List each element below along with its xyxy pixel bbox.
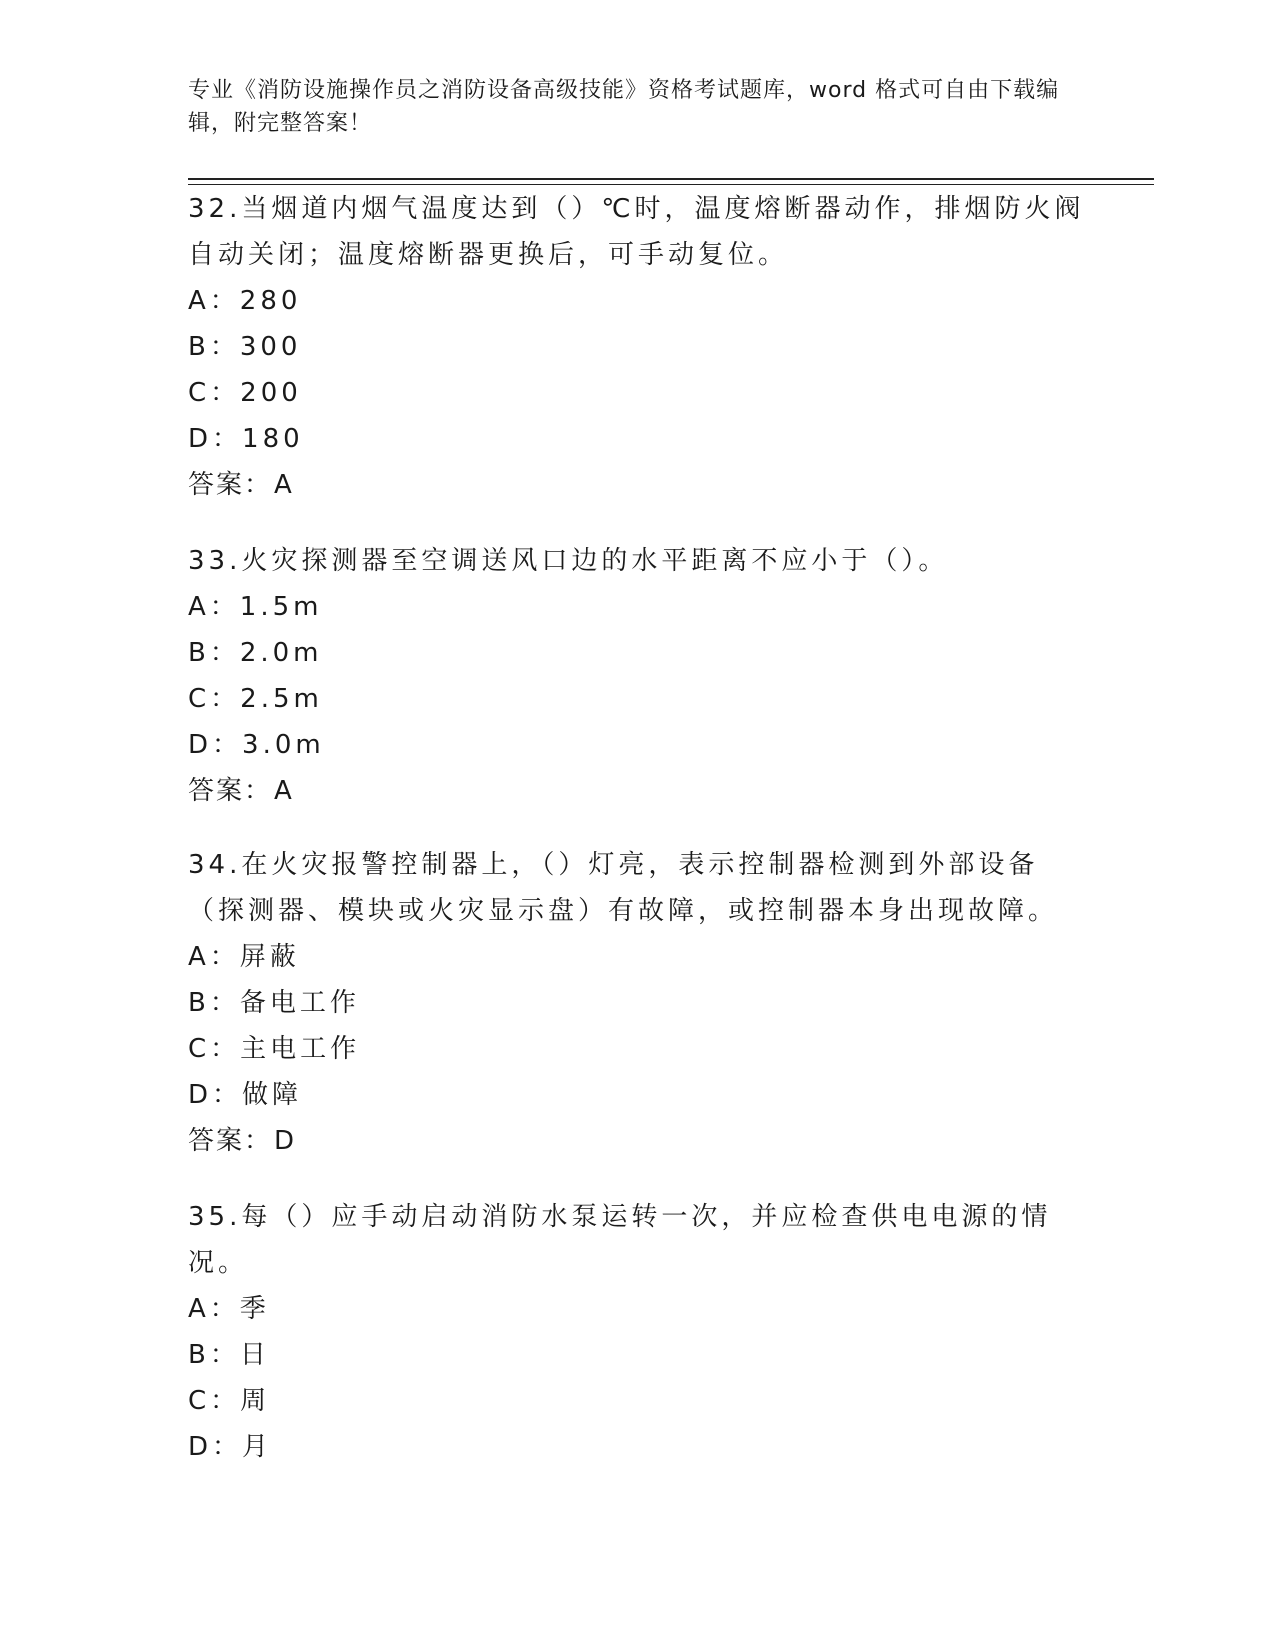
header-text: 专业《消防设施操作员之消防设备高级技能》资格考试题库，word 格式可自由下载编辑，附完整答案！	[188, 78, 1060, 136]
option-b: B：日	[188, 1340, 270, 1370]
option-d: D：月	[188, 1432, 273, 1462]
option-c: C：2.5m	[188, 684, 323, 714]
option-a: A：屏蔽	[188, 942, 300, 972]
option-a: A：季	[188, 1294, 270, 1324]
option-a: A：1.5m	[188, 592, 323, 622]
question-stem: 33.火灾探测器至空调送风口边的水平距离不应小于（）。	[188, 546, 949, 576]
answer-line	[188, 462, 1088, 508]
answer-label: 答案：	[188, 1126, 273, 1156]
question-35	[188, 1194, 1088, 1470]
question-34	[188, 842, 1088, 1164]
header-divider-thick	[188, 178, 1154, 180]
question-stem: 34.在火灾报警控制器上，（）灯亮，表示控制器检测到外部设备（探测器、模块或火灾显示盘）有故障，或控制器本身出现故障。	[188, 850, 1059, 926]
question-stem: 32.当烟道内烟气温度达到（）℃时，温度熔断器动作，排烟防火阀自动关闭；温度熔断器更换后，可手动复位。	[188, 194, 1085, 270]
answer-line	[188, 768, 1088, 814]
option-b: B：备电工作	[188, 988, 360, 1018]
question-33	[188, 538, 1088, 814]
answer-label: 答案：	[188, 470, 273, 500]
option-d: D：3.0m	[188, 730, 325, 760]
option-d: D：180	[188, 424, 304, 454]
answer-line	[188, 1118, 1088, 1164]
answer-value: A	[274, 776, 294, 806]
document-header	[188, 74, 1088, 140]
option-d: D：做障	[188, 1080, 303, 1110]
option-c: C：200	[188, 378, 302, 408]
answer-value: A	[274, 470, 294, 500]
option-b: B：300	[188, 332, 302, 362]
option-c: C：主电工作	[188, 1034, 361, 1064]
answer-label: 答案：	[188, 776, 273, 806]
question-32	[188, 186, 1088, 508]
question-stem: 35.每（）应手动启动消防水泵运转一次，并应检查供电电源的情况。	[188, 1202, 1052, 1278]
header-divider-thin	[188, 184, 1154, 185]
answer-value: D	[274, 1126, 297, 1156]
option-c: C：周	[188, 1386, 271, 1416]
option-b: B：2.0m	[188, 638, 323, 668]
option-a: A：280	[188, 286, 302, 316]
